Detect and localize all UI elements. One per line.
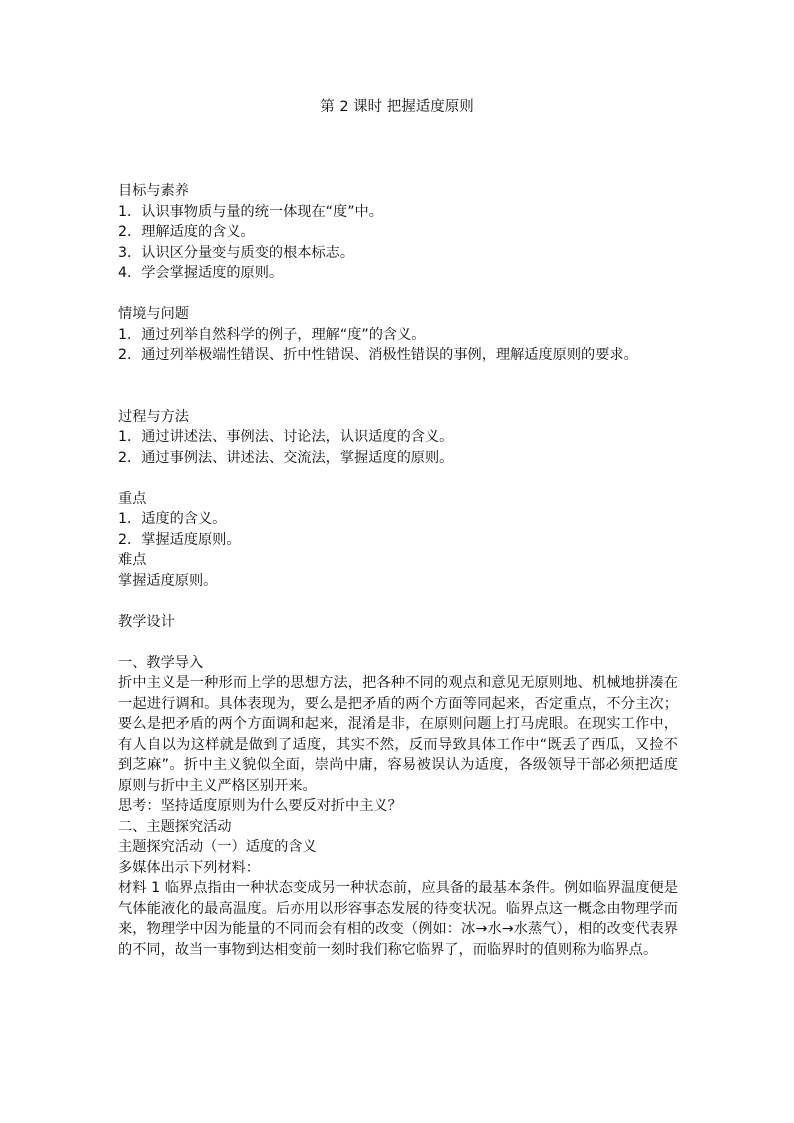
difficulty-text: 掌握适度原则。 <box>118 572 218 589</box>
subsection-heading: 二、主题探究活动 <box>118 818 232 835</box>
material-paragraph: 材料 1 临界点指由一种状态变成另一种状态前，应具备的最基本条件。例如临界温度便是气体能液化的最高温度。后亦用以形容事态发展的待变状况。临界点这一概念由物理学而来，物理学中因为能量的不同而会有相的改变（例如：冰→水→水蒸气），相的改变代表界的不同，故当一事物到达相变前一刻时我们称它临界了，而临界时的值则称为临界点。 <box>118 880 678 958</box>
list-item: 1．通过列举自然科学的例子，理解“度”的含义。 <box>118 326 426 343</box>
key-points-section <box>118 489 678 551</box>
spacer <box>118 591 678 612</box>
list-item: 2．理解适度的含义。 <box>118 224 255 240</box>
section-heading: 重点 <box>118 490 147 507</box>
list-item: 1．认识事物质与量的统一体现在“度”中。 <box>118 203 383 220</box>
design-section <box>118 612 678 961</box>
difficulty-section <box>118 550 678 591</box>
spacer <box>118 284 678 305</box>
spacer <box>118 468 678 489</box>
list-item: 1．通过讲述法、事例法、讨论法，认识适度的含义。 <box>118 429 454 445</box>
section-heading: 情境与问题 <box>118 306 189 322</box>
situations-section <box>118 304 678 366</box>
media-line: 多媒体出示下列材料： <box>118 859 260 876</box>
methods-section <box>118 407 678 469</box>
subsection-heading: 一、教学导入 <box>118 654 204 671</box>
document-body <box>118 181 678 960</box>
spacer <box>118 366 678 407</box>
page-title: 第 2 课时 把握适度原则 <box>320 99 474 115</box>
question-line: 思考：坚持适度原则为什么要反对折中主义？ <box>118 798 402 814</box>
goals-section <box>118 181 678 284</box>
list-item: 2．通过事例法、讲述法、交流法，掌握适度的原则。 <box>118 449 454 466</box>
list-item: 2．通过列举极端性错误、折中性错误、消极性错误的事例，理解适度原则的要求。 <box>118 347 638 363</box>
list-item: 3．认识区分量变与质变的根本标志。 <box>118 244 355 261</box>
spacer <box>118 632 678 653</box>
intro-paragraph: 折中主义是一种形而上学的思想方法，把各种不同的观点和意见无原则地、机械地拼凑在一起进行调和。具体表现为，要么是把矛盾的两个方面等同起来，否定重点，不分主次；要么是把矛盾的两个方面调和起来，混淆是非，在原则问题上打马虎眼。在现实工作中，有人自以为这样就是做到了适度，其实不然，反而导致具体工作中“既丢了西瓜，又捡不到芝麻”。折中主义貌似全面，崇尚中庸，容易被误认为适度，各级领导干部必须把适度原则与折中主义严格区别开来。 <box>118 675 678 794</box>
list-item: 1．适度的含义。 <box>118 511 227 527</box>
activity-subheading: 主题探究活动（一）适度的含义 <box>118 839 317 855</box>
section-heading: 目标与素养 <box>118 183 189 199</box>
list-item: 4．学会掌握适度的原则。 <box>118 265 284 281</box>
section-heading: 过程与方法 <box>118 408 189 425</box>
section-heading: 难点 <box>118 552 147 568</box>
section-heading: 教学设计 <box>118 613 175 630</box>
list-item: 2．掌握适度原则。 <box>118 531 241 548</box>
